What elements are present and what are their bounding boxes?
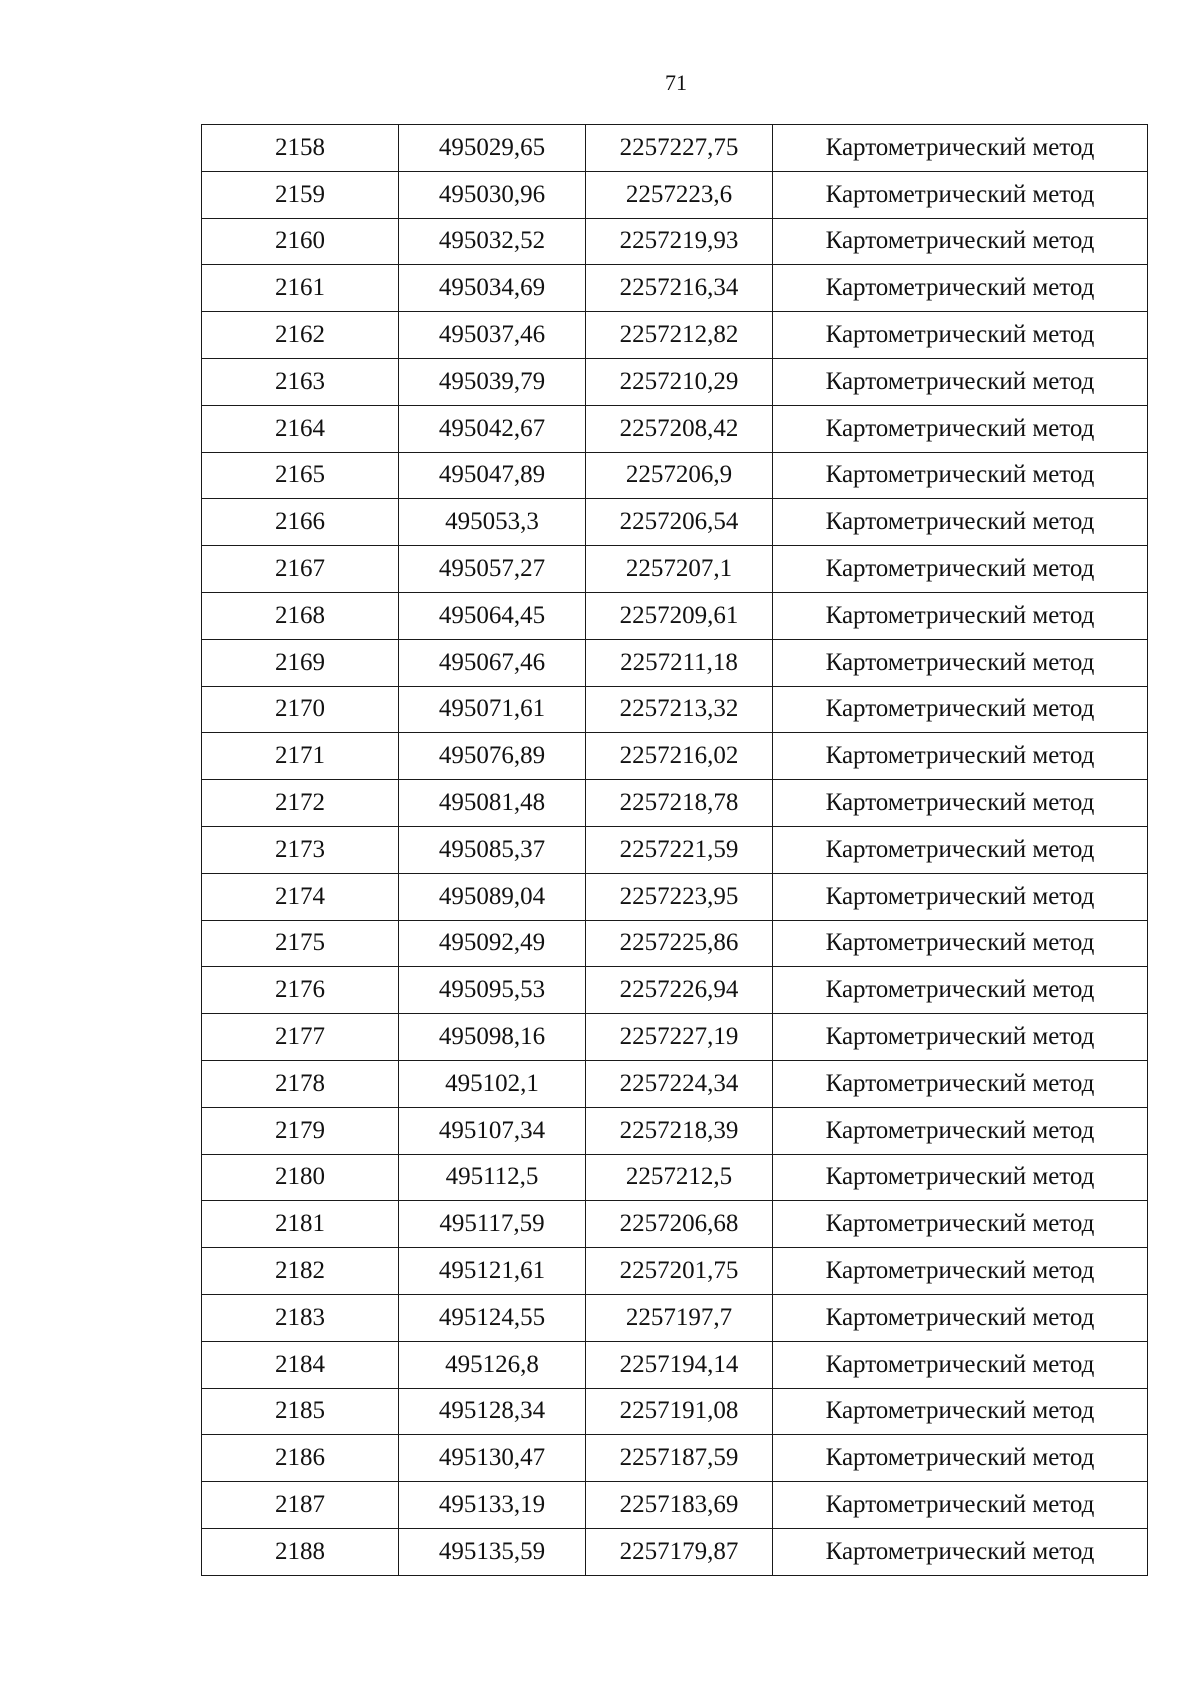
point-number-cell: 2183 — [202, 1294, 399, 1341]
method-cell: Картометрический метод — [773, 1060, 1148, 1107]
table-row — [202, 967, 1148, 1014]
x-coordinate-cell: 495029,65 — [399, 125, 586, 172]
x-coordinate-cell: 495034,69 — [399, 265, 586, 312]
point-number-cell: 2188 — [202, 1528, 399, 1575]
point-number-cell: 2181 — [202, 1201, 399, 1248]
y-coordinate-cell: 2257212,5 — [586, 1154, 773, 1201]
y-coordinate-cell: 2257227,75 — [586, 125, 773, 172]
x-coordinate-cell: 495089,04 — [399, 873, 586, 920]
table-row — [202, 1060, 1148, 1107]
method-cell: Картометрический метод — [773, 967, 1148, 1014]
point-number-cell: 2170 — [202, 686, 399, 733]
x-coordinate-cell: 495102,1 — [399, 1060, 586, 1107]
table-row — [202, 780, 1148, 827]
x-coordinate-cell: 495130,47 — [399, 1435, 586, 1482]
point-number-cell: 2187 — [202, 1482, 399, 1529]
x-coordinate-cell: 495032,52 — [399, 218, 586, 265]
point-number-cell: 2165 — [202, 452, 399, 499]
x-coordinate-cell: 495037,46 — [399, 312, 586, 359]
y-coordinate-cell: 2257227,19 — [586, 1014, 773, 1061]
point-number-cell: 2182 — [202, 1248, 399, 1295]
y-coordinate-cell: 2257210,29 — [586, 358, 773, 405]
point-number-cell: 2172 — [202, 780, 399, 827]
y-coordinate-cell: 2257201,75 — [586, 1248, 773, 1295]
method-cell: Картометрический метод — [773, 686, 1148, 733]
method-cell: Картометрический метод — [773, 1248, 1148, 1295]
table-row — [202, 452, 1148, 499]
y-coordinate-cell: 2257207,1 — [586, 546, 773, 593]
method-cell: Картометрический метод — [773, 1014, 1148, 1061]
y-coordinate-cell: 2257223,6 — [586, 171, 773, 218]
point-number-cell: 2184 — [202, 1341, 399, 1388]
y-coordinate-cell: 2257183,69 — [586, 1482, 773, 1529]
method-cell: Картометрический метод — [773, 780, 1148, 827]
x-coordinate-cell: 495039,79 — [399, 358, 586, 405]
method-cell: Картометрический метод — [773, 218, 1148, 265]
point-number-cell: 2175 — [202, 920, 399, 967]
y-coordinate-cell: 2257197,7 — [586, 1294, 773, 1341]
table-row — [202, 1482, 1148, 1529]
point-number-cell: 2179 — [202, 1107, 399, 1154]
y-coordinate-cell: 2257211,18 — [586, 639, 773, 686]
method-cell: Картометрический метод — [773, 1388, 1148, 1435]
point-number-cell: 2180 — [202, 1154, 399, 1201]
point-number-cell: 2185 — [202, 1388, 399, 1435]
x-coordinate-cell: 495107,34 — [399, 1107, 586, 1154]
y-coordinate-cell: 2257221,59 — [586, 826, 773, 873]
x-coordinate-cell: 495124,55 — [399, 1294, 586, 1341]
point-number-cell: 2166 — [202, 499, 399, 546]
x-coordinate-cell: 495053,3 — [399, 499, 586, 546]
method-cell: Картометрический метод — [773, 1294, 1148, 1341]
y-coordinate-cell: 2257206,68 — [586, 1201, 773, 1248]
point-number-cell: 2164 — [202, 405, 399, 452]
method-cell: Картометрический метод — [773, 920, 1148, 967]
point-number-cell: 2168 — [202, 592, 399, 639]
x-coordinate-cell: 495112,5 — [399, 1154, 586, 1201]
x-coordinate-cell: 495133,19 — [399, 1482, 586, 1529]
y-coordinate-cell: 2257206,9 — [586, 452, 773, 499]
table-row — [202, 1154, 1148, 1201]
x-coordinate-cell: 495067,46 — [399, 639, 586, 686]
method-cell: Картометрический метод — [773, 358, 1148, 405]
table-row — [202, 358, 1148, 405]
y-coordinate-cell: 2257225,86 — [586, 920, 773, 967]
y-coordinate-cell: 2257212,82 — [586, 312, 773, 359]
y-coordinate-cell: 2257216,34 — [586, 265, 773, 312]
x-coordinate-cell: 495071,61 — [399, 686, 586, 733]
x-coordinate-cell: 495076,89 — [399, 733, 586, 780]
point-number-cell: 2177 — [202, 1014, 399, 1061]
x-coordinate-cell: 495126,8 — [399, 1341, 586, 1388]
x-coordinate-cell: 495092,49 — [399, 920, 586, 967]
table-row — [202, 218, 1148, 265]
y-coordinate-cell: 2257179,87 — [586, 1528, 773, 1575]
y-coordinate-cell: 2257194,14 — [586, 1341, 773, 1388]
table-row — [202, 1435, 1148, 1482]
y-coordinate-cell: 2257187,59 — [586, 1435, 773, 1482]
coordinates-table — [201, 124, 1148, 1576]
x-coordinate-cell: 495057,27 — [399, 546, 586, 593]
method-cell: Картометрический метод — [773, 1201, 1148, 1248]
method-cell: Картометрический метод — [773, 546, 1148, 593]
point-number-cell: 2163 — [202, 358, 399, 405]
x-coordinate-cell: 495128,34 — [399, 1388, 586, 1435]
table-row — [202, 1388, 1148, 1435]
table-row — [202, 826, 1148, 873]
point-number-cell: 2162 — [202, 312, 399, 359]
method-cell: Картометрический метод — [773, 639, 1148, 686]
table-row — [202, 592, 1148, 639]
method-cell: Картометрический метод — [773, 312, 1148, 359]
x-coordinate-cell: 495117,59 — [399, 1201, 586, 1248]
y-coordinate-cell: 2257208,42 — [586, 405, 773, 452]
table-row — [202, 1341, 1148, 1388]
method-cell: Картометрический метод — [773, 452, 1148, 499]
table-row — [202, 125, 1148, 172]
method-cell: Картометрический метод — [773, 1154, 1148, 1201]
point-number-cell: 2167 — [202, 546, 399, 593]
y-coordinate-cell: 2257223,95 — [586, 873, 773, 920]
x-coordinate-cell: 495098,16 — [399, 1014, 586, 1061]
x-coordinate-cell: 495030,96 — [399, 171, 586, 218]
page-number: 71 — [665, 70, 687, 95]
table-row — [202, 171, 1148, 218]
y-coordinate-cell: 2257224,34 — [586, 1060, 773, 1107]
table-row — [202, 1294, 1148, 1341]
point-number-cell: 2169 — [202, 639, 399, 686]
point-number-cell: 2159 — [202, 171, 399, 218]
table-row — [202, 265, 1148, 312]
method-cell: Картометрический метод — [773, 1482, 1148, 1529]
y-coordinate-cell: 2257216,02 — [586, 733, 773, 780]
method-cell: Картометрический метод — [773, 125, 1148, 172]
method-cell: Картометрический метод — [773, 592, 1148, 639]
table-row — [202, 1107, 1148, 1154]
table-row — [202, 546, 1148, 593]
method-cell: Картометрический метод — [773, 826, 1148, 873]
y-coordinate-cell: 2257218,39 — [586, 1107, 773, 1154]
y-coordinate-cell: 2257219,93 — [586, 218, 773, 265]
point-number-cell: 2176 — [202, 967, 399, 1014]
y-coordinate-cell: 2257218,78 — [586, 780, 773, 827]
point-number-cell: 2174 — [202, 873, 399, 920]
x-coordinate-cell: 495047,89 — [399, 452, 586, 499]
coordinates-table-body — [202, 125, 1148, 1576]
table-row — [202, 920, 1148, 967]
method-cell: Картометрический метод — [773, 1528, 1148, 1575]
method-cell: Картометрический метод — [773, 265, 1148, 312]
point-number-cell: 2161 — [202, 265, 399, 312]
method-cell: Картометрический метод — [773, 1341, 1148, 1388]
point-number-cell: 2186 — [202, 1435, 399, 1482]
method-cell: Картометрический метод — [773, 1435, 1148, 1482]
x-coordinate-cell: 495042,67 — [399, 405, 586, 452]
table-row — [202, 312, 1148, 359]
table-row — [202, 1014, 1148, 1061]
method-cell: Картометрический метод — [773, 171, 1148, 218]
point-number-cell: 2158 — [202, 125, 399, 172]
table-row — [202, 639, 1148, 686]
method-cell: Картометрический метод — [773, 499, 1148, 546]
table-row — [202, 733, 1148, 780]
point-number-cell: 2173 — [202, 826, 399, 873]
table-row — [202, 405, 1148, 452]
method-cell: Картометрический метод — [773, 733, 1148, 780]
method-cell: Картометрический метод — [773, 405, 1148, 452]
point-number-cell: 2178 — [202, 1060, 399, 1107]
table-row — [202, 873, 1148, 920]
table-row — [202, 1201, 1148, 1248]
y-coordinate-cell: 2257226,94 — [586, 967, 773, 1014]
x-coordinate-cell: 495135,59 — [399, 1528, 586, 1575]
method-cell: Картометрический метод — [773, 1107, 1148, 1154]
table-row — [202, 1248, 1148, 1295]
table-row — [202, 1528, 1148, 1575]
x-coordinate-cell: 495085,37 — [399, 826, 586, 873]
table-row — [202, 499, 1148, 546]
y-coordinate-cell: 2257209,61 — [586, 592, 773, 639]
x-coordinate-cell: 495095,53 — [399, 967, 586, 1014]
point-number-cell: 2160 — [202, 218, 399, 265]
method-cell: Картометрический метод — [773, 873, 1148, 920]
x-coordinate-cell: 495121,61 — [399, 1248, 586, 1295]
x-coordinate-cell: 495064,45 — [399, 592, 586, 639]
y-coordinate-cell: 2257206,54 — [586, 499, 773, 546]
table-row — [202, 686, 1148, 733]
y-coordinate-cell: 2257213,32 — [586, 686, 773, 733]
y-coordinate-cell: 2257191,08 — [586, 1388, 773, 1435]
x-coordinate-cell: 495081,48 — [399, 780, 586, 827]
point-number-cell: 2171 — [202, 733, 399, 780]
